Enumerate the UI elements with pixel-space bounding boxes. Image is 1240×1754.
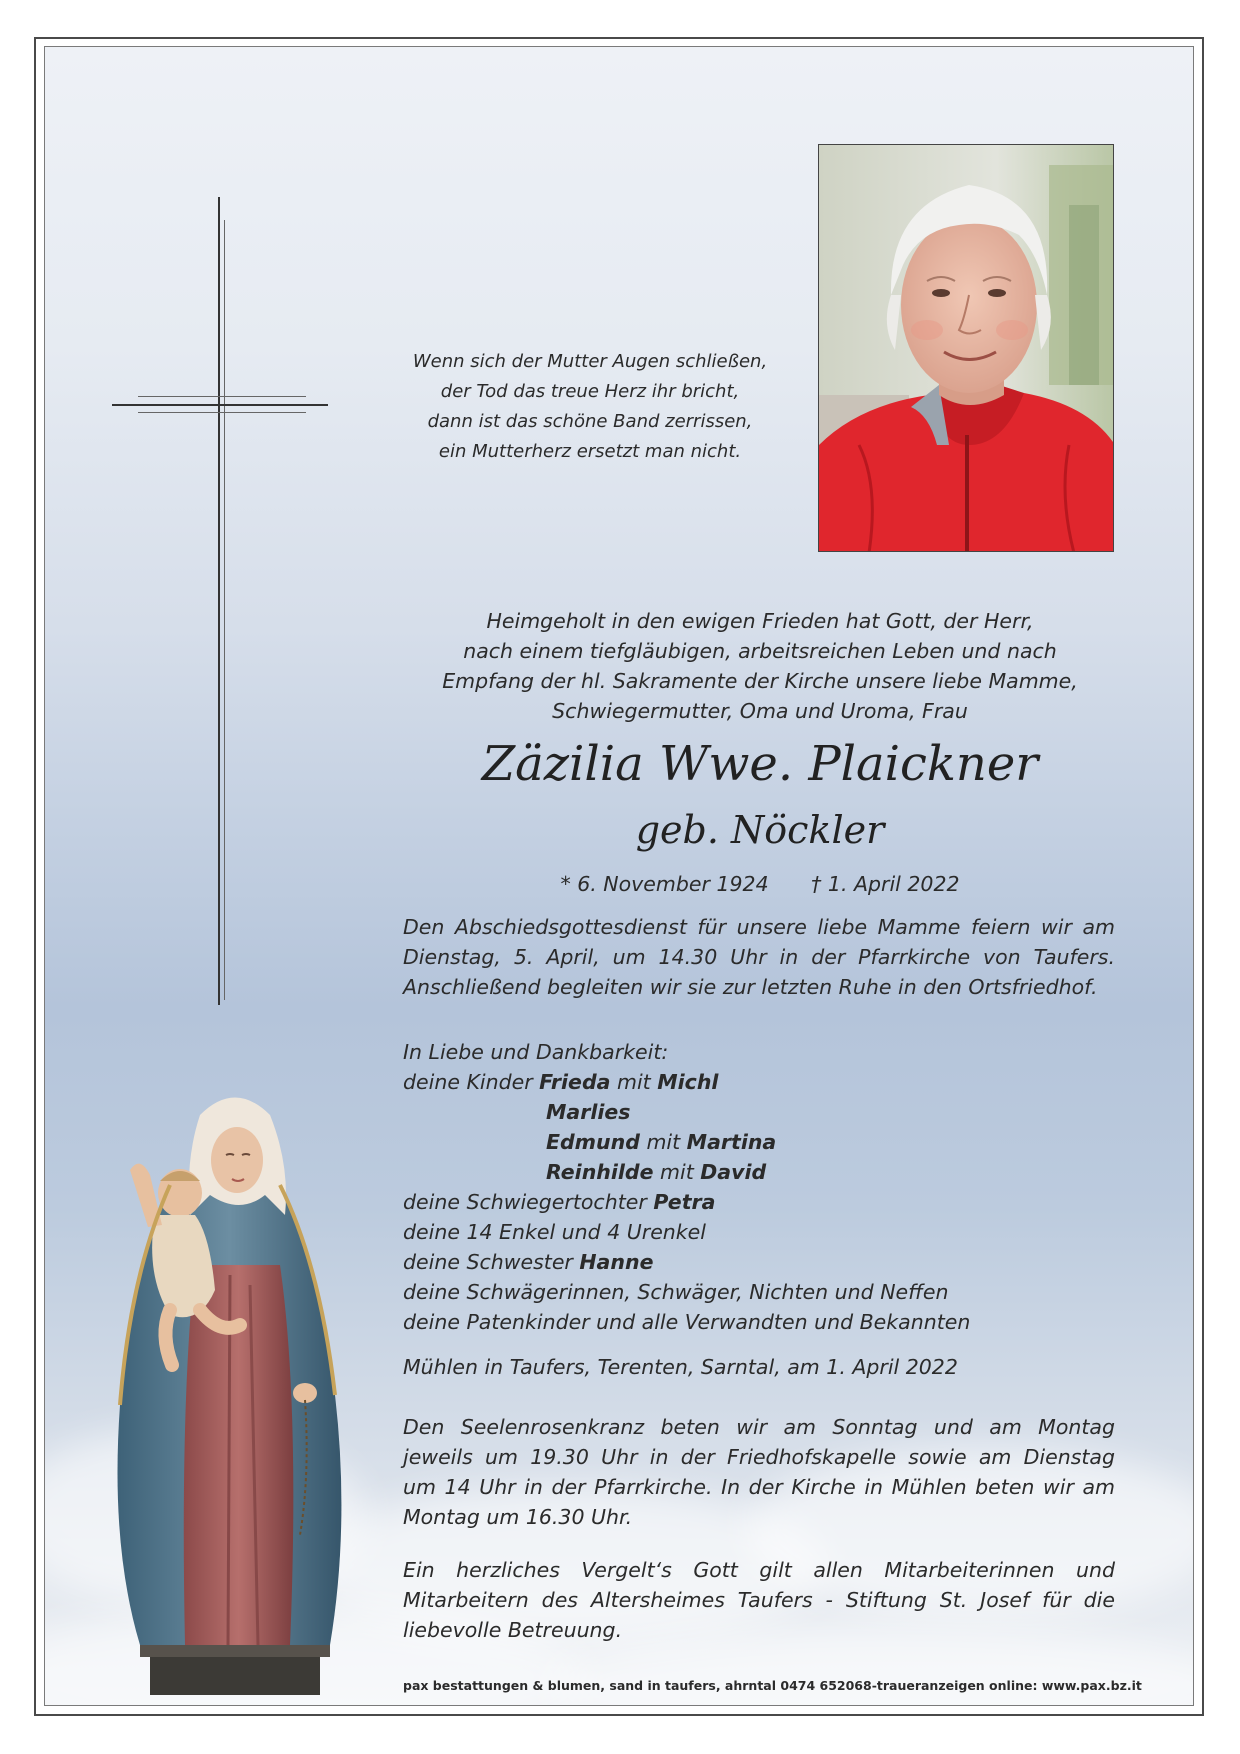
intro-line: Heimgeholt in den ewigen Frieden hat Gott, der Herr, — [486, 609, 1034, 633]
thanks-line: liebevolle Betreuung. — [403, 1618, 623, 1642]
family-child-row: Edmund mit Martina — [546, 1130, 777, 1154]
poem-line: ein Mutterherz ersetzt man nicht. — [438, 441, 742, 462]
deceased-name: Zäzilia Wwe. Plaickner — [481, 736, 1039, 792]
death-date: † 1. April 2022 — [811, 872, 960, 896]
rosary-line: um 14 Uhr in der Pfarrkirche. In der Kirche in Mühlen beten wir am — [403, 1475, 1115, 1499]
poem-line: der Tod das treue Herz ihr bricht, — [440, 381, 740, 402]
portrait-photo — [818, 144, 1114, 552]
life-dates — [400, 872, 1120, 896]
poem-line: dann ist das schöne Band zerrissen, — [427, 411, 753, 432]
family-sister-row: deine Schwester Hanne — [403, 1250, 654, 1274]
poem-line: Wenn sich der Mutter Augen schließen, — [412, 351, 768, 372]
rosary-line: Montag um 16.30 Uhr. — [403, 1505, 633, 1529]
rosary-line: jeweils um 19.30 Uhr in der Friedhofskapelle sowie am Dienstag — [403, 1445, 1115, 1469]
funeral-line: Dienstag, 5. April, um 14.30 Uhr in der Pfarrkirche von Taufers. — [403, 945, 1115, 969]
funeral-paragraph — [403, 912, 1115, 1002]
intro-line: Schwiegermutter, Oma und Uroma, Frau — [552, 699, 968, 723]
maiden-name: geb. Nöckler — [635, 808, 885, 852]
thanks-line: Ein herzliches Vergelt‘s Gott gilt allen Mitarbeiterinnen und — [403, 1558, 1115, 1582]
family-child-row: Marlies — [546, 1100, 631, 1124]
family-list — [403, 1037, 1115, 1337]
rosary-line: Den Seelenrosenkranz beten wir am Sonntag und am Montag — [403, 1415, 1115, 1439]
family-children-row: deine Kinder Frieda mit Michl — [403, 1070, 719, 1094]
family-grandchildren-row: deine 14 Enkel und 4 Urenkel — [403, 1220, 706, 1244]
thanks-paragraph — [403, 1555, 1115, 1645]
rosary-paragraph — [403, 1412, 1115, 1532]
family-child-row: Reinhilde mit David — [546, 1160, 767, 1184]
family-daughter-in-law-row: deine Schwiegertochter Petra — [403, 1190, 716, 1214]
thanks-line: Mitarbeitern des Altersheimes Taufers - Stiftung St. Josef für die — [403, 1588, 1115, 1612]
footer-imprint: pax bestattungen & blumen, sand in taufers, ahrntal 0474 652068-traueranzeigen online: www.pax.bz.it — [403, 1678, 1142, 1693]
intro-line: Empfang der hl. Sakramente der Kirche unsere liebe Mamme, — [442, 669, 1078, 693]
intro-line: nach einem tiefgläubigen, arbeitsreichen Leben und nach — [463, 639, 1057, 663]
birth-date: * 6. November 1924 — [560, 872, 769, 896]
family-heading: In Liebe und Dankbarkeit: — [403, 1040, 669, 1064]
family-godchildren-row: deine Patenkinder und alle Verwandten und Bekannten — [403, 1310, 971, 1334]
poem — [380, 347, 800, 467]
family-inlaws-row: deine Schwägerinnen, Schwäger, Nichten und Neffen — [403, 1280, 949, 1304]
place-date: Mühlen in Taufers, Terenten, Sarntal, am 1. April 2022 — [403, 1355, 958, 1379]
intro-text — [400, 606, 1120, 726]
funeral-line: Anschließend begleiten wir sie zur letzten Ruhe in den Ortsfriedhof. — [403, 975, 1098, 999]
madonna-statue-image — [100, 1075, 360, 1705]
funeral-line: Den Abschiedsgottesdienst für unsere liebe Mamme feiern wir am — [403, 915, 1115, 939]
